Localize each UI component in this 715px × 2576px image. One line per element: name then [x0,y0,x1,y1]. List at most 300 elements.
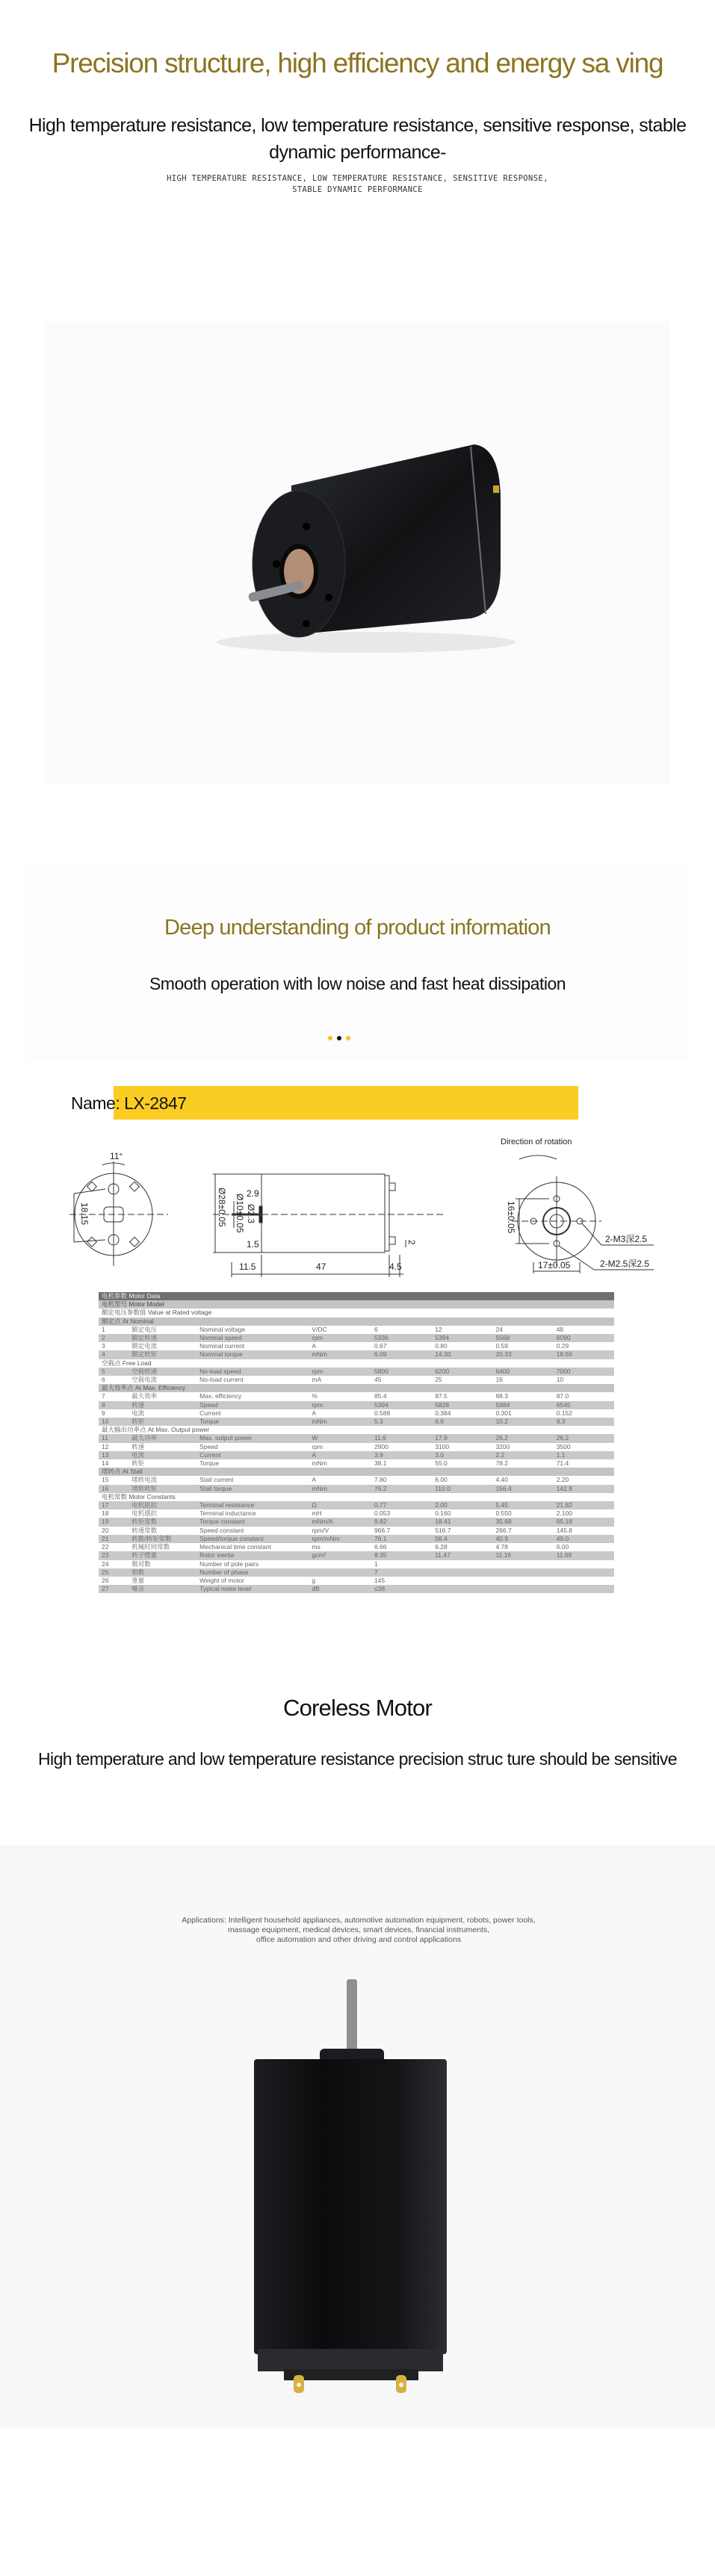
row-value: 76.1 [371,1535,432,1543]
row-number: 4 [99,1350,129,1359]
row-value: 11.6 [371,1434,432,1442]
dim-47: 47 [316,1261,326,1272]
table-row [99,1501,614,1509]
hole-m3-label: 2-M3深2.5 [605,1234,648,1244]
row-value: 26.2 [492,1434,553,1442]
row-label-cn: 堵转电流 [129,1476,196,1484]
row-value: 38.1 [371,1459,432,1468]
row-value: 516.7 [432,1527,492,1535]
row-number: 15 [99,1476,129,1484]
row-value: 76.2 [371,1485,432,1493]
dim-1-5: 1.5 [247,1239,259,1250]
row-value: 2900 [371,1443,432,1451]
row-value: 5.3 [371,1418,432,1426]
applications-text [134,1916,583,1945]
row-unit: A [309,1342,371,1350]
row-value: 88.3 [492,1392,553,1400]
motor-shaft [347,1979,357,2054]
row-label-cn: 转矩常数 [129,1518,196,1526]
table-section-header-label: 最大效率点 At Max. Efficiency [99,1384,614,1392]
row-value: 20.33 [492,1350,553,1359]
row-label-en: Stall current [196,1476,309,1484]
row-label-en: Rotor inertia [196,1551,309,1559]
row-label-cn: 电机感抗 [129,1509,196,1518]
row-number: 12 [99,1443,129,1451]
dim-17: 17±0.05 [538,1260,571,1270]
row-value: 6090 [554,1334,614,1342]
hero-caps-text: HIGH TEMPERATURE RESISTANCE, LOW TEMPERATURE RESISTANCE, SENSITIVE RESPONSE, STABLE DYNAMIC PERFORMANCE [167,174,548,194]
row-unit: mNm [309,1459,371,1468]
table-row [99,1543,614,1551]
row-unit: A [309,1476,371,1484]
table-header [99,1292,614,1300]
row-value: 65.18 [554,1518,614,1526]
row-value: 40.9 [492,1535,553,1543]
row-number: 1 [99,1326,129,1334]
row-label-cn: 转速 [129,1401,196,1409]
table-section-header [99,1493,614,1501]
row-value: 35.68 [492,1518,553,1526]
row-label-en: Typical noise level [196,1585,309,1593]
row-label-en: Max. efficiency [196,1392,309,1400]
hero-subtitle: High temperature resistance, low temperature resistance, sensitive response, stable dynamic performance- [28,115,687,163]
row-label-cn: 转矩 [129,1459,196,1468]
row-value: 21.82 [554,1501,614,1509]
row-value: 156.4 [492,1485,553,1493]
row-value: 3500 [554,1443,614,1451]
row-unit: rpm [309,1334,371,1342]
row-value: 6200 [432,1368,492,1376]
row-label-cn: 重量 [129,1577,196,1585]
model-name: Name: LX-2847 [71,1093,187,1113]
row-value: 4.40 [492,1476,553,1484]
row-value [492,1560,553,1568]
row-unit: W [309,1434,371,1442]
row-label-en: No-load current [196,1376,309,1384]
row-value: 18.41 [432,1518,492,1526]
table-row [99,1443,614,1451]
table-row [99,1342,614,1350]
table-row [99,1350,614,1359]
row-label-cn: 堵转转矩 [129,1485,196,1493]
row-label-en: Current [196,1451,309,1459]
row-value: 0.59 [492,1342,553,1350]
row-label-cn: 额定电流 [129,1342,196,1350]
row-unit [309,1568,371,1577]
carousel-dot[interactable] [346,1036,350,1040]
row-unit: ms [309,1543,371,1551]
row-value: 87.5 [432,1392,492,1400]
row-value: 5568 [492,1334,553,1342]
row-value: 10.2 [492,1418,553,1426]
row-value [492,1577,553,1585]
row-label-cn: 最大功率 [129,1434,196,1442]
row-number: 22 [99,1543,129,1551]
row-unit [309,1560,371,1568]
table-row [99,1326,614,1334]
row-number: 9 [99,1409,129,1418]
row-label-en: Max. output power [196,1434,309,1442]
row-label-cn: 空载转速 [129,1368,196,1376]
row-number: 20 [99,1527,129,1535]
table-row [99,1509,614,1518]
row-value: 145 [371,1577,432,1585]
row-value [554,1568,614,1577]
row-number: 11 [99,1434,129,1442]
table-row [99,1568,614,1577]
row-value: 3200 [492,1443,553,1451]
row-label-cn: 噪音 [129,1585,196,1593]
row-value: 5394 [371,1401,432,1409]
motor-body [254,2059,447,2354]
hero-title: Precision structure, high efficiency and energy sa ving [52,48,663,78]
row-label-cn: 转速 [129,1443,196,1451]
row-value: 85.4 [371,1392,432,1400]
row-label-en: Speed [196,1401,309,1409]
table-rated-row [99,1309,614,1317]
carousel-dot-active[interactable] [337,1036,341,1040]
row-value: 25 [432,1376,492,1384]
row-value: 11.47 [432,1551,492,1559]
row-value: 6.66 [371,1543,432,1551]
row-label-cn: 电流 [129,1451,196,1459]
row-value: 110.0 [432,1485,492,1493]
row-value: 17.9 [432,1434,492,1442]
row-label-en: Speed [196,1443,309,1451]
carousel-dot[interactable] [328,1036,332,1040]
row-unit: V/DC [309,1326,371,1334]
row-number: 27 [99,1585,129,1593]
row-value: 7.80 [371,1476,432,1484]
row-label-cn: 转速常数 [129,1527,196,1535]
row-label-cn: 机械时间常数 [129,1543,196,1551]
table-section-header [99,1468,614,1476]
row-number: 23 [99,1551,129,1559]
row-label-en: Torque [196,1459,309,1468]
row-number: 14 [99,1459,129,1468]
row-value: 0.29 [554,1342,614,1350]
row-unit: % [309,1392,371,1400]
dim-4-5: 4.5 [389,1261,402,1272]
row-label-en: Number of pole pairs [196,1560,309,1568]
row-value: 45 [371,1376,432,1384]
row-value: 6.28 [432,1543,492,1551]
table-row [99,1459,614,1468]
row-label-en: Terminal inductance [196,1509,309,1518]
row-unit: mNm [309,1350,371,1359]
row-label-cn: 额定转矩 [129,1350,196,1359]
row-number: 6 [99,1376,129,1384]
table-row [99,1485,614,1493]
row-unit: Ω [309,1501,371,1509]
row-value: 6.6 [432,1418,492,1426]
row-unit: rpm/mNm [309,1535,371,1543]
row-value: 142.8 [554,1485,614,1493]
row-label-en: Nominal speed [196,1334,309,1342]
row-value: 87.0 [554,1392,614,1400]
row-label-cn: 最大效率 [129,1392,196,1400]
row-value: 7 [371,1568,432,1577]
row-unit: A [309,1451,371,1459]
row-value: 2.20 [554,1476,614,1484]
row-value [492,1585,553,1593]
row-value: 0.053 [371,1509,432,1518]
row-value: 48 [554,1326,614,1334]
row-value: 966.7 [371,1527,432,1535]
row-unit: dB [309,1585,371,1593]
table-row [99,1392,614,1400]
table-row [99,1476,614,1484]
row-number: 13 [99,1451,129,1459]
row-label-en: Nominal voltage [196,1326,309,1334]
row-label-cn: 额定电压 [129,1326,196,1334]
row-value: 2.00 [432,1501,492,1509]
row-value [432,1577,492,1585]
row-label-en: Speed constant [196,1527,309,1535]
table-row [99,1409,614,1418]
row-number: 26 [99,1577,129,1585]
row-value: 0.77 [371,1501,432,1509]
row-value [492,1568,553,1577]
dim-diameter-10: Ø10±0.05 [235,1194,245,1233]
row-label-cn: 电流 [129,1409,196,1418]
row-label-en: Nominal current [196,1342,309,1350]
coreless-title: Coreless Motor [283,1695,432,1721]
dim-16: 16±0.05 [506,1201,516,1234]
row-value: 9.82 [371,1518,432,1526]
row-value: 5984 [492,1401,553,1409]
row-value: 6.00 [432,1476,492,1484]
row-label-cn: 转子惯量 [129,1551,196,1559]
row-unit: A [309,1409,371,1418]
row-value [554,1560,614,1568]
row-label-cn: 转数/转矩常数 [129,1535,196,1543]
table-row [99,1434,614,1442]
row-value: 266.7 [492,1527,553,1535]
row-value: 6.09 [371,1350,432,1359]
dim-angle: 11° [110,1151,123,1161]
row-label-cn: 相数 [129,1568,196,1577]
applications-line: office automation and other driving and control applications [256,1935,462,1944]
table-row [99,1577,614,1585]
table-row [99,1376,614,1384]
table-row [99,1401,614,1409]
hole-m2-5-label: 2-M2.5深2.5 [600,1258,650,1269]
table-row [99,1527,614,1535]
table-rated-row-label: 额定电压参数值 Value at Rated voltage [99,1309,614,1317]
row-value: 71.4 [554,1459,614,1468]
row-number: 16 [99,1485,129,1493]
technical-drawing [64,1128,654,1285]
table-section-header-label: 额定点 At Nominal [99,1318,614,1326]
row-number: 3 [99,1342,129,1350]
dim-2-9: 2.9 [247,1188,259,1199]
rotation-label: Direction of rotation [501,1138,572,1146]
row-value [554,1585,614,1593]
coreless-subtitle: High temperature and low temperature resistance precision struc ture should be sensitive [38,1749,677,1769]
row-value: 8.35 [371,1551,432,1559]
row-value: 1 [371,1560,432,1568]
row-value: 6.00 [554,1543,614,1551]
table-section-header-label: 最大输出功率点 At Max. Output power [99,1426,614,1434]
dim-diameter-2-3: Ø2.3 [246,1204,256,1224]
row-number: 7 [99,1392,129,1400]
row-value: 12 [432,1326,492,1334]
row-label-en: Number of phase [196,1568,309,1577]
row-value: 18.56 [554,1350,614,1359]
row-label-cn: 电机阻抗 [129,1501,196,1509]
table-row [99,1551,614,1559]
row-value: 3100 [432,1443,492,1451]
motor-data-table [99,1292,614,1593]
row-value: 14.30 [432,1350,492,1359]
row-label-cn: 极对数 [129,1560,196,1568]
row-label-en: No-load speed [196,1368,309,1376]
row-unit: rpm [309,1368,371,1376]
table-header-label: 电机参数 Motor Data [99,1292,614,1300]
table-row [99,1368,614,1376]
row-value: 4.78 [492,1543,553,1551]
row-value: 5394 [432,1334,492,1342]
row-label-en: Mechanical time constant [196,1543,309,1551]
row-value: 0.152 [554,1409,614,1418]
table-row [99,1535,614,1543]
row-value: 0.160 [432,1509,492,1518]
row-value: 5800 [371,1368,432,1376]
row-unit: mNm [309,1485,371,1493]
row-label-en: Terminal resistance [196,1501,309,1509]
row-number: 8 [99,1401,129,1409]
row-value: 3.0 [432,1451,492,1459]
row-value: 49.0 [554,1535,614,1543]
table-row [99,1560,614,1568]
info-title: Deep understanding of product information [164,916,551,940]
row-value [432,1568,492,1577]
table-section-header-label: 空载点 Free Load [99,1359,614,1368]
row-value: 3.9 [371,1451,432,1459]
row-number: 21 [99,1535,129,1543]
row-value: 5828 [432,1401,492,1409]
row-value: 5.45 [492,1501,553,1509]
row-value: 24 [492,1326,553,1334]
row-value: 145.8 [554,1527,614,1535]
row-value: 78.2 [492,1459,553,1468]
row-unit: mNm [309,1418,371,1426]
row-number: 2 [99,1334,129,1342]
row-unit: mNm/A [309,1518,371,1526]
row-label-en: Torque [196,1418,309,1426]
row-number: 24 [99,1560,129,1568]
info-banner-background [26,863,689,1061]
row-label-en: Nominal torque [196,1350,309,1359]
row-number: 5 [99,1368,129,1376]
row-value: 55.0 [432,1459,492,1468]
table-row [99,1518,614,1526]
row-value: 0.301 [492,1409,553,1418]
row-value: 6545 [554,1401,614,1409]
row-label-en: Current [196,1409,309,1418]
applications-line: massage equipment, medical devices, smart devices, financial instruments, [227,1925,490,1934]
row-value: 2.100 [554,1509,614,1518]
row-label-en: Speed/torque constant [196,1535,309,1543]
table-section-header-label: 堵转点 At Stall [99,1468,614,1476]
row-value: 26.2 [554,1434,614,1442]
info-subtitle: Smooth operation with low noise and fast heat dissipation [149,974,566,993]
row-value [432,1585,492,1593]
row-unit: rpm [309,1401,371,1409]
table-section-header [99,1318,614,1326]
table-model-row [99,1300,614,1309]
row-label-cn: 空载电流 [129,1376,196,1384]
row-value: 0.550 [492,1509,553,1518]
dim-diameter-28: Ø28±0.05 [217,1188,227,1227]
row-unit: g [309,1577,371,1585]
table-row [99,1585,614,1593]
row-value: 10 [554,1376,614,1384]
row-value: 2.2 [492,1451,553,1459]
row-label-en: Torque constant [196,1518,309,1526]
row-label-cn: 转矩 [129,1418,196,1426]
rotation-arrow-icon [519,1155,557,1159]
row-label-en: Stall torque [196,1485,309,1493]
row-value: 0.80 [432,1342,492,1350]
row-value: 6400 [492,1368,553,1376]
row-value: 5336 [371,1334,432,1342]
row-number: 18 [99,1509,129,1518]
row-value: 11.69 [554,1551,614,1559]
row-label-cn: 额定转速 [129,1334,196,1342]
table-row [99,1451,614,1459]
motor-photo-angled [179,418,523,657]
table-section-header [99,1384,614,1392]
row-unit: rpm [309,1443,371,1451]
row-number: 19 [99,1518,129,1526]
row-value: 6 [371,1326,432,1334]
row-number: 25 [99,1568,129,1577]
row-value [554,1577,614,1585]
row-unit: mA [309,1376,371,1384]
row-value: 7000 [554,1368,614,1376]
row-unit: gcm² [309,1551,371,1559]
applications-line: Applications: Intelligent household appliances, automotive automation equipment, robots, power tools, [182,1916,536,1925]
row-value: 9.3 [554,1418,614,1426]
row-number: 17 [99,1501,129,1509]
table-row [99,1418,614,1426]
table-section-header [99,1426,614,1434]
table-row [99,1334,614,1342]
table-section-header [99,1359,614,1368]
row-value [432,1560,492,1568]
row-label-en: Weight of motor [196,1577,309,1585]
row-value: 1.1 [554,1451,614,1459]
row-value: 0.588 [371,1409,432,1418]
row-unit: mH [309,1509,371,1518]
dim-18-15: 18.15 [79,1202,90,1226]
dim-2: 2 [406,1240,417,1245]
dim-11-5: 11.5 [239,1261,256,1272]
motor-photo-upright [239,1972,478,2405]
row-value: ≤38 [371,1585,432,1593]
row-value: 16 [492,1376,553,1384]
row-value: 56.4 [432,1535,492,1543]
row-unit: rpm/V [309,1527,371,1535]
row-value: 11.16 [492,1551,553,1559]
row-number: 10 [99,1418,129,1426]
table-section-header-label: 电机常数 Motor Constants [99,1493,614,1501]
row-value: 0.384 [432,1409,492,1418]
table-model-row-label: 电机型号 Motor Model [99,1300,614,1309]
row-value: 0.67 [371,1342,432,1350]
